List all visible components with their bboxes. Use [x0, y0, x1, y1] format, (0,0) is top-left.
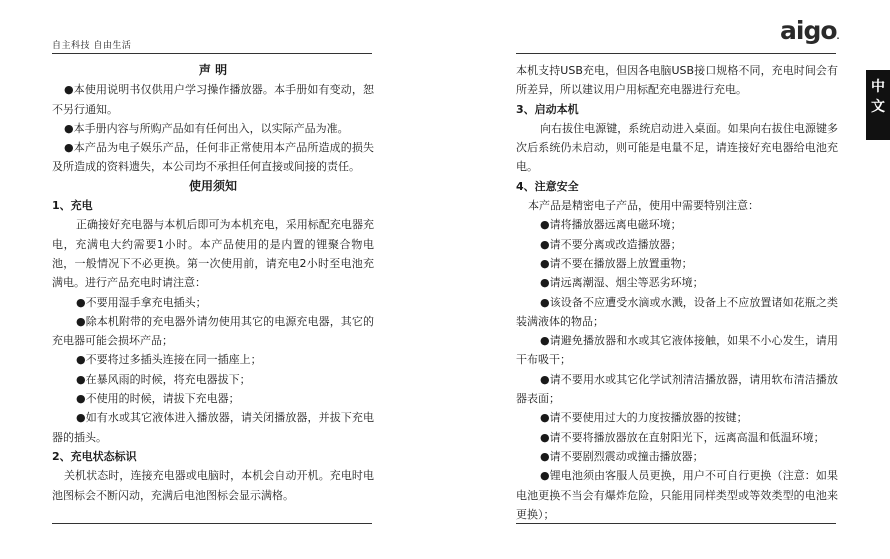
header-slogan: 自主科技 自由生活 [52, 41, 132, 51]
charging-bullet-3: ●不要将过多插头连接在同一插座上； [76, 353, 262, 367]
right-top-rule [516, 53, 836, 54]
logo-text: aigo [780, 16, 837, 45]
left-top-rule [52, 53, 372, 54]
left-bottom-rule [52, 523, 372, 524]
statement-para-1: ●本使用说明书仅供用户学习操作播放器。本手册如有变动，恕不另行通知。 [52, 83, 374, 116]
startup-para: 向右拔住电源键，系统启动进入桌面。如果向右拔住电源键多次后系统仍未启动，则可能是电量不足，请连接好充电器给电池充电。 [516, 121, 838, 174]
charge-status-para: 关机状态时，连接充电器或电脑时，本机会自动开机。充电时电池图标会不断闪动，充满后电池图标会显示满格。 [52, 469, 374, 502]
logo-dot: . [836, 32, 839, 41]
section-heading-charging: 1、充电 [52, 199, 93, 213]
safety-bullet-5: ●该设备不应遭受水滴或水溅，设备上不应放置诸如花瓶之类装满液体的物品； [516, 295, 838, 328]
charging-bullet-2: ●除本机附带的充电器外请勿使用其它的电源充电器，其它的充电器可能会损坏产品； [52, 314, 374, 348]
charging-bullet-5: ●不使用的时候，请拔下充电器； [76, 392, 240, 406]
statement-title: 声 明 [198, 63, 228, 77]
section-heading-startup: 3、启动本机 [516, 102, 579, 116]
safety-bullet-7: ●请不要用水或其它化学试剂清洁播放器，请用软布清洁播放器表面； [516, 372, 838, 406]
safety-bullet-6: ●请避免播放器和水或其它液体接触，如果不小心发生，请用干布吸干； [516, 334, 838, 367]
safety-bullet-11: ●锂电池须由客服人员更换，用户不可自行更换（注意：如果电池更换不当会有爆炸危险，只能用同样类型或等效类型的电池来更换）； [516, 469, 838, 521]
safety-bullet-9: ●请不要将播放器放在直射阳光下，远离高温和低温环境； [540, 430, 825, 444]
aigo-logo [780, 16, 839, 45]
safety-intro: 本产品是精密电子产品，使用中需要特别注意： [528, 199, 759, 213]
charging-bullet-6: ●如有水或其它液体进入播放器，请关闭播放器，并拔下充电器的插头。 [52, 411, 374, 444]
statement-para-2: ●本手册内容与所购产品如有任何出入，以实际产品为准。 [64, 121, 349, 135]
usb-charging-para: 本机支持USB充电，但因各电脑USB接口规格不同，充电时间会有所差异，所以建议用户用标配充电器进行充电。 [516, 64, 838, 97]
charging-bullet-4: ●在暴风雨的时候，将充电器拔下； [76, 372, 251, 386]
safety-bullet-8: ●请不要使用过大的力度按播放器的按键； [540, 411, 748, 425]
safety-bullet-3: ●请不要在播放器上放置重物； [540, 256, 693, 270]
section-heading-charge-status: 2、充电状态标识 [52, 449, 137, 463]
safety-bullet-1: ●请将播放器远离电磁环境； [540, 218, 682, 232]
safety-bullet-2: ●请不要分离或改造播放器； [540, 237, 682, 251]
usage-notes-title: 使用须知 [188, 178, 237, 193]
charging-bullet-1: ●不要用湿手拿充电插头； [76, 295, 207, 309]
section-heading-safety: 4、注意安全 [516, 179, 579, 193]
safety-bullet-4: ●请远离潮湿、烟尘等恶劣环境； [540, 276, 704, 290]
statement-para-3: ●本产品为电子娱乐产品，任何非正常使用本产品所造成的损失及所造成的资料遗失，本公司均不承担任何直接或间接的责任。 [52, 141, 374, 174]
right-column [516, 61, 838, 524]
safety-bullet-10: ●请不要剧烈震动或撞击播放器； [540, 449, 704, 463]
left-column [52, 61, 374, 505]
language-tab-chinese: 中文 [866, 70, 890, 140]
charging-para: 正确接好充电器与本机后即可为本机充电，采用标配充电器充电，充满电大约需要1小时。本产品使用的是内置的锂聚合物电池，一般情况下不必更换。第一次使用前，请充电2小时至电池充满电。进行产品充电时请注意： [52, 218, 374, 290]
